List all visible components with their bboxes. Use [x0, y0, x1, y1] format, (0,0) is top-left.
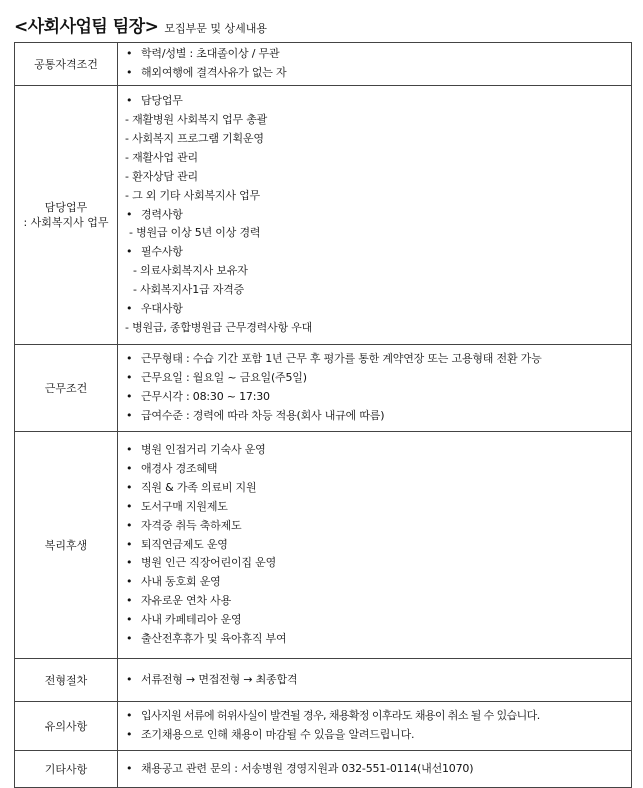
row-process	[15, 659, 632, 702]
bullet-icon: •	[126, 575, 133, 589]
row-notes	[15, 702, 632, 751]
bullet-icon: •	[126, 461, 133, 475]
bullet-icon: •	[126, 613, 133, 627]
title-subtitle: 모집부문 및 상세내용	[164, 22, 268, 35]
bullet-icon: •	[126, 499, 133, 513]
content-notes	[118, 702, 632, 751]
bullet-icon: •	[126, 207, 133, 221]
bullet-icon: •	[126, 518, 133, 532]
list-item: - 환자상담 관리	[125, 169, 198, 183]
row-duties	[15, 86, 632, 345]
bullet-icon: •	[126, 594, 133, 608]
label-qualifications: 공통자격조건	[15, 43, 118, 86]
list-item: • 자격증 취득 축하제도	[123, 517, 631, 536]
list-item: • 도서구매 지원제도	[123, 498, 631, 517]
bullet-icon: •	[126, 302, 133, 315]
list-item: - 병원급 이상 5년 이상 경력	[129, 226, 261, 240]
bullet-icon: •	[126, 537, 133, 551]
bullet-icon: •	[126, 728, 133, 741]
list-item: • 출산전후휴가 및 육아휴직 부여	[123, 630, 631, 649]
row-benefits	[15, 432, 632, 659]
list-item: • 서류전형 → 면접전형 → 최종합격	[123, 671, 631, 690]
bullet-icon: •	[126, 672, 133, 686]
label-duties	[15, 86, 118, 345]
bullet-icon: •	[126, 245, 133, 259]
label-duties-line1: 담당업무	[44, 201, 88, 214]
bullet-icon: •	[126, 632, 133, 645]
list-item: - 병원급, 종합병원급 근무경력사항 우대	[125, 320, 313, 334]
list-item: • 사내 카페테리아 운영	[123, 611, 631, 630]
list-item: - 사회복지사1급 자격증	[133, 283, 244, 297]
job-posting-table	[14, 42, 632, 788]
list-item: • 채용공고 관련 문의 : 서송병원 경영지원과 032-551-0114(내선1070)	[123, 760, 631, 779]
label-benefits: 복리후생	[15, 432, 118, 659]
list-item: • 급여수준 : 경력에 따라 차등 적용(회사 내규에 따름)	[123, 407, 631, 426]
bullet-icon: •	[126, 390, 133, 403]
list-item: • 퇴직연금제도 운영	[123, 536, 631, 555]
list-item: • 애경사 경조혜택	[123, 460, 631, 479]
label-duties-line2: : 사회복지사 업무	[23, 216, 109, 229]
content-qualifications	[118, 43, 632, 86]
bullet-icon: •	[126, 408, 133, 422]
list-item: - 재활병원 사회복지 업무 총괄	[125, 113, 268, 127]
list-item: • 병원 인접거리 기숙사 운영	[123, 441, 631, 460]
row-qualifications	[15, 43, 632, 86]
bullet-icon: •	[126, 352, 133, 366]
list-item: • 병원 인근 직장어린이집 운영	[123, 554, 631, 573]
list-item: • 경력사항	[123, 206, 631, 225]
list-item: • 근무요일 : 월요일 ~ 금요일(주5일)	[123, 369, 631, 388]
list-item: - 재활사업 관리	[125, 150, 198, 164]
list-item: • 직원 & 가족 의료비 지원	[123, 479, 631, 498]
bullet-icon: •	[126, 371, 133, 385]
list-item: • 해외여행에 결격사유가 없는 자	[123, 64, 631, 83]
bullet-icon: •	[126, 556, 133, 570]
bullet-icon: •	[126, 761, 133, 775]
list-item: • 근무시각 : 08:30 ~ 17:30	[123, 388, 631, 407]
content-benefits	[118, 432, 632, 659]
bullet-icon: •	[126, 709, 132, 723]
label-conditions: 근무조건	[15, 345, 118, 432]
bullet-icon: •	[126, 66, 133, 79]
list-item: • 필수사항	[123, 243, 631, 262]
label-notes: 유의사항	[15, 702, 118, 751]
bullet-icon: •	[126, 443, 133, 457]
row-conditions	[15, 345, 632, 432]
bullet-icon: •	[126, 94, 133, 108]
list-item: • 사내 동호회 운영	[123, 573, 631, 592]
title-main: <사회사업팀 팀장>	[14, 17, 159, 37]
list-item: • 조기채용으로 인해 채용이 마감될 수 있음을 알려드립니다.	[123, 726, 631, 745]
label-process: 전형절차	[15, 659, 118, 702]
list-item: • 학력/성별 : 초대졸이상 / 무관	[123, 45, 631, 64]
content-process	[118, 659, 632, 702]
page-title	[14, 12, 267, 40]
list-item: - 그 외 기타 사회복지사 업무	[125, 188, 260, 202]
content-conditions	[118, 345, 632, 432]
list-item: • 우대사항	[123, 300, 631, 319]
list-item: • 자유로운 연차 사용	[123, 592, 631, 611]
content-duties	[118, 86, 632, 345]
list-item: • 담당업무	[123, 92, 631, 111]
bullet-icon: •	[126, 480, 133, 494]
bullet-icon: •	[126, 47, 133, 61]
row-other	[15, 751, 632, 788]
list-item: - 의료사회복지사 보유자	[133, 264, 248, 278]
content-other	[118, 751, 632, 788]
list-item: • 입사지원 서류에 허위사실이 발견될 경우, 채용확정 이후라도 채용이 취소 될 수 있습니다.	[123, 707, 631, 726]
label-other: 기타사항	[15, 751, 118, 788]
list-item: - 사회복지 프로그램 기획운영	[125, 131, 264, 145]
list-item: • 근무형태 : 수습 기간 포함 1년 근무 후 평가를 통한 계약연장 또는 고용형태 전환 가능	[123, 350, 631, 369]
